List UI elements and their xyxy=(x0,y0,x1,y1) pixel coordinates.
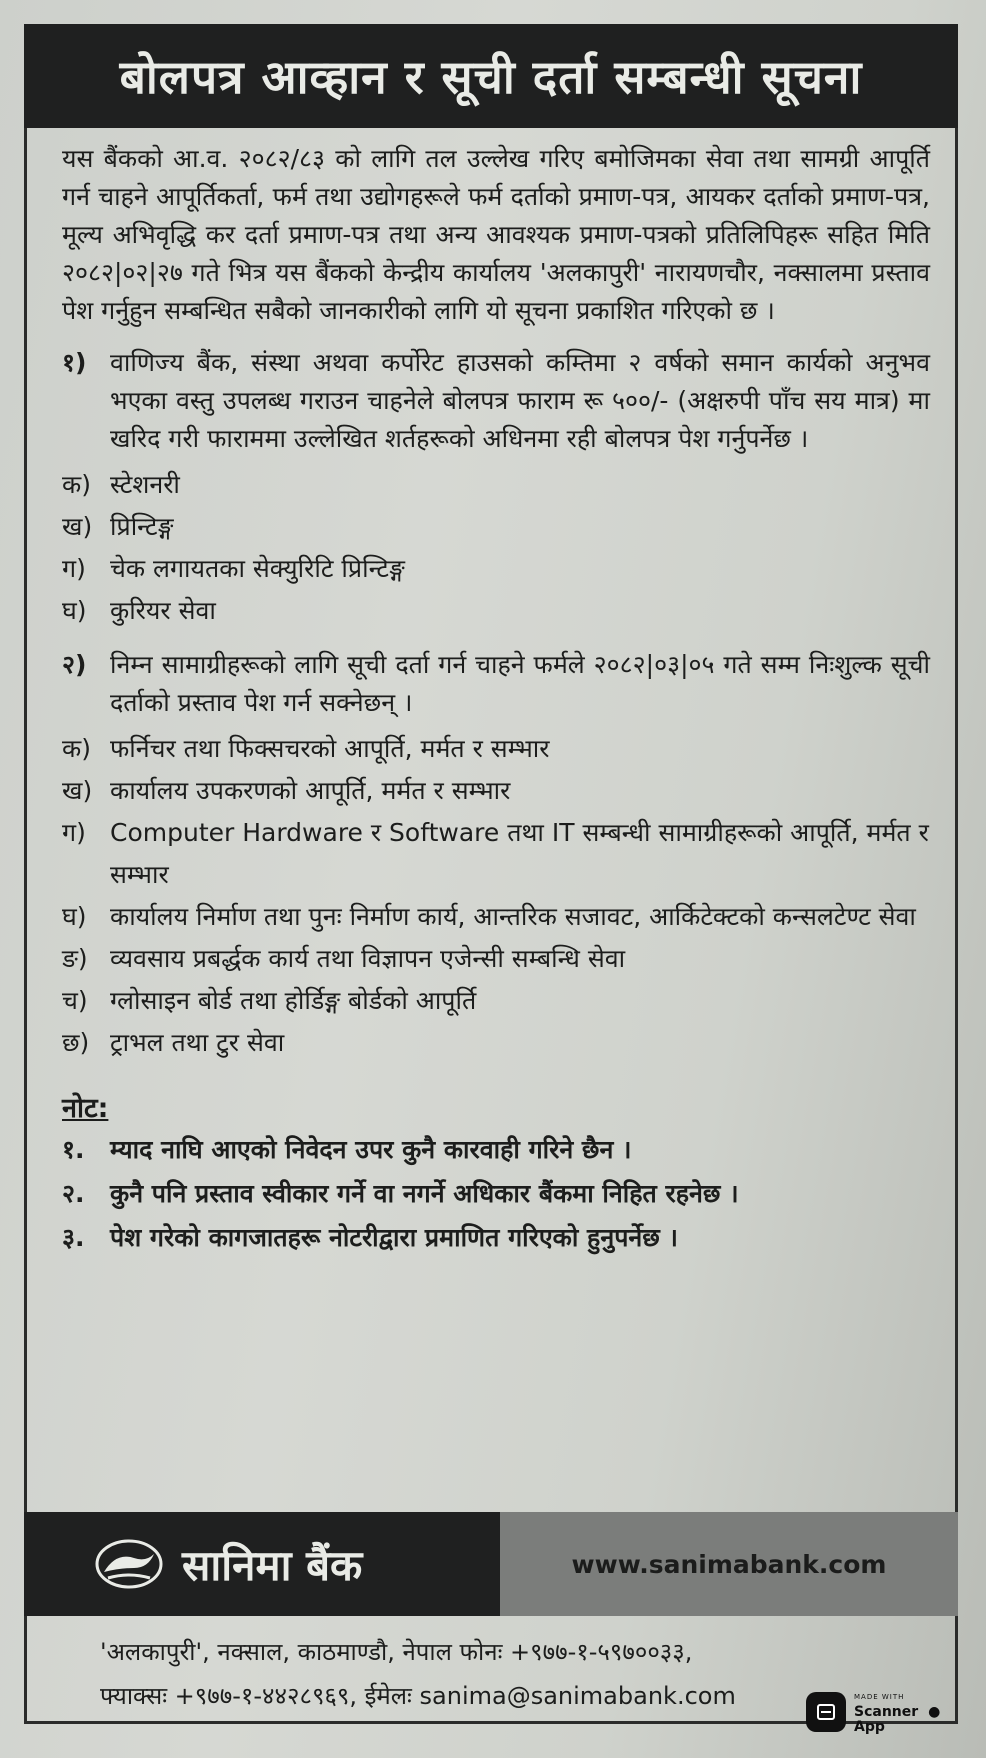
note-item xyxy=(62,1216,930,1260)
notice-title: बोलपत्र आव्हान र सूची दर्ता सम्बन्धी सूचना xyxy=(119,50,863,104)
list-item-text: प्रिन्टिङ्ग xyxy=(110,512,174,541)
notice-body xyxy=(62,140,930,1260)
list-item-marker: छ) xyxy=(62,1028,90,1057)
list-item-text: Computer Hardware र Software तथा IT सम्बन्धी सामाग्रीहरूको आपूर्ति, मर्मत र सम्भार xyxy=(110,818,929,889)
list-item-text: व्यवसाय प्रबर्द्धक कार्य तथा विज्ञापन एजेन्सी सम्बन्धि सेवा xyxy=(110,944,626,973)
list-item-marker: ग) xyxy=(62,554,86,583)
list-item-marker: क) xyxy=(62,470,91,499)
scanner-made-with: MADE WITH xyxy=(854,1692,905,1701)
footer-bar xyxy=(24,1512,958,1616)
apple-icon: ● xyxy=(928,1704,941,1720)
list-item-marker: घ) xyxy=(62,902,87,931)
notice-title-bar xyxy=(24,24,958,128)
list-item-text: ट्राभल तथा टुर सेवा xyxy=(110,1028,285,1057)
list-item xyxy=(62,980,930,1022)
list-item-marker: ग) xyxy=(62,818,86,847)
list-item xyxy=(62,1022,930,1064)
list-item-marker: ख) xyxy=(62,776,93,805)
section-1-items xyxy=(62,464,930,632)
list-item-text: चेक लगायतका सेक्युरिटि प्रिन्टिङ्ग xyxy=(110,554,405,583)
list-item xyxy=(62,506,930,548)
note-text: पेश गरेको कागजातहरू नोटरीद्वारा प्रमाणित गरिएको हुनुपर्नेछ । xyxy=(110,1223,678,1252)
list-item xyxy=(62,548,930,590)
list-item xyxy=(62,938,930,980)
section-1-number: १) xyxy=(62,348,87,377)
scanner-app-badge xyxy=(806,1686,966,1738)
list-item-text: कार्यालय निर्माण तथा पुनः निर्माण कार्य, आन्तरिक सजावट, आर्किटेक्टको कन्सलटेण्ट सेवा xyxy=(110,902,916,931)
address-line-2: फ्याक्सः +९७७-१-४४२८९६९, ईमेलः sanima@sanimabank.com xyxy=(100,1682,736,1710)
website-link[interactable]: www.sanimabank.com xyxy=(571,1549,887,1579)
intro-paragraph: यस बैंकको आ.व. २०८२/८३ को लागि तल उल्लेख गरिए बमोजिमका सेवा तथा सामग्री आपूर्ति गर्न चाहने आपूर्तिकर्ता, फर्म तथा उद्योगहरूले फर्म दर्ताको प्रमाण-पत्र, आयकर दर्ताको प्रमाण-पत्र, मूल्य अभिवृद्धि कर दर्ता प्रमाण-पत्र तथा अन्य आवश्यक प्रमाण-पत्रको प्रतिलिपिहरू सहित मिति २०८२|०२|२७ गते भित्र यस बैंकको केन्द्रीय कार्यालय 'अलकापुरी' नारायणचौर, नक्सालमा प्रस्ताव पेश गर्नुहुन सम्बन्धित सबैको जानकारीको लागि यो सूचना प्रकाशित गरिएको छ । xyxy=(62,144,930,325)
list-item-marker: ख) xyxy=(62,512,93,541)
section-2-number: २) xyxy=(62,650,87,679)
bank-name: सानिमा बैंक xyxy=(182,1540,363,1590)
note-item xyxy=(62,1128,930,1172)
bank-logo-icon xyxy=(94,1538,164,1590)
bank-logo-block xyxy=(24,1512,500,1616)
list-item xyxy=(62,728,930,770)
list-item-text: कुरियर सेवा xyxy=(110,596,216,625)
section-2-items xyxy=(62,728,930,1064)
note-text: म्याद नाघि आएको निवेदन उपर कुनै कारवाही गरिने छैन । xyxy=(110,1135,632,1164)
list-item xyxy=(62,812,930,896)
scanner-line-2: App xyxy=(854,1718,885,1735)
list-item-marker: घ) xyxy=(62,596,87,625)
list-item-marker: ङ) xyxy=(62,944,88,973)
section-2 xyxy=(62,646,930,722)
list-item xyxy=(62,896,930,938)
scanner-line-1: Scanner xyxy=(854,1703,919,1720)
section-2-text: निम्न सामाग्रीहरूको लागि सूची दर्ता गर्न चाहने फर्मले २०८२|०३|०५ गते सम्म निःशुल्क सूची दर्ताको प्रस्ताव पेश गर्न सक्नेछन् । xyxy=(110,650,930,717)
list-item-text: फर्निचर तथा फिक्सचरको आपूर्ति, मर्मत र सम्भार xyxy=(110,734,550,763)
list-item-text: ग्लोसाइन बोर्ड तथा होर्डिङ्ग बोर्डको आपूर्ति xyxy=(110,986,477,1015)
note-marker: १. xyxy=(62,1135,85,1164)
note-item xyxy=(62,1172,930,1216)
scanner-app-icon xyxy=(806,1692,846,1732)
section-1-text: वाणिज्य बैंक, संस्था अथवा कर्पोरेट हाउसको कम्तिमा २ वर्षको समान कार्यको अनुभव भएका वस्तु उपलब्ध गराउन चाहनेले बोलपत्र फाराम रू ५००/- (अक्षरुपी पाँच सय मात्र) मा खरिद गरी फाराममा उल्लेखित शर्तहरूको अधिनमा रही बोलपत्र पेश गर्नुपर्नेछ । xyxy=(110,348,930,453)
list-item xyxy=(62,464,930,506)
note-text: कुनै पनि प्रस्ताव स्वीकार गर्ने वा नगर्ने अधिकार बैंकमा निहित रहनेछ । xyxy=(110,1179,739,1208)
list-item xyxy=(62,590,930,632)
scan-icon xyxy=(814,1700,838,1724)
website-block xyxy=(500,1512,958,1616)
section-1 xyxy=(62,344,930,458)
list-item xyxy=(62,770,930,812)
list-item-text: स्टेशनरी xyxy=(110,470,180,499)
note-marker: ३. xyxy=(62,1223,85,1252)
address-line-1: 'अलकापुरी', नक्साल, काठमाण्डौ, नेपाल फोनः +९७७-१-५९७००३३, xyxy=(100,1638,693,1666)
list-item-text: कार्यालय उपकरणको आपूर्ति, मर्मत र सम्भार xyxy=(110,776,511,805)
scanner-app-text xyxy=(854,1690,918,1735)
notes-heading: नोट: xyxy=(62,1093,109,1124)
list-item-marker: च) xyxy=(62,986,88,1015)
note-marker: २. xyxy=(62,1179,85,1208)
list-item-marker: क) xyxy=(62,734,91,763)
